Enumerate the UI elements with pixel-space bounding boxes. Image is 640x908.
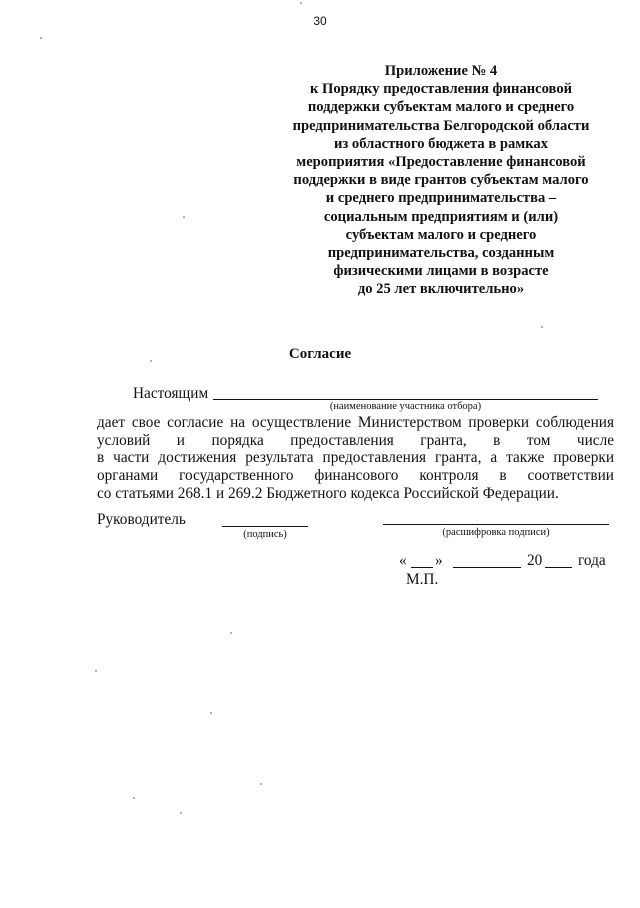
signature-field[interactable] [222, 526, 308, 527]
appendix-line: поддержки в виде грантов субъектам малого [293, 172, 589, 189]
signature-decode-field[interactable] [383, 524, 609, 525]
date-close-quote: » [435, 552, 443, 569]
scan-speck [95, 670, 97, 672]
scan-speck [180, 812, 182, 814]
appendix-line: предпринимательства, созданным [327, 245, 555, 262]
date-year-field[interactable] [545, 567, 572, 568]
appendix-line: Приложение № 4 [384, 63, 498, 79]
appendix-header [276, 62, 606, 299]
appendix-line: мероприятия «Предоставление финансовой [296, 154, 586, 171]
date-month-field[interactable] [453, 567, 521, 568]
scan-speck [260, 783, 262, 785]
body-line: органами государственного финансового контроля в соответствии [97, 467, 614, 485]
appendix-line: и среднего предпринимательства – [325, 190, 557, 207]
consent-lead: Настоящим [133, 385, 209, 402]
participant-name-field[interactable] [213, 399, 598, 400]
appendix-line: социальным предприятиям и (или) [323, 208, 559, 225]
scan-speck [230, 632, 232, 634]
scan-speck [300, 2, 302, 4]
body-line: в части достижения результата предоставления гранта, а также проверки [97, 449, 614, 467]
scan-speck [183, 216, 185, 218]
body-line: со статьями 268.1 и 269.2 Бюджетного кодекса Российской Федерации. [97, 484, 559, 502]
appendix-line: до 25 лет включительно» [357, 281, 525, 298]
date-year-prefix: 20 [527, 552, 543, 569]
appendix-line: физическими лицами в возрасте [333, 263, 549, 280]
body-line: дает свое согласие на осуществление Министерством проверки соблюдения [97, 414, 614, 431]
date-day-field[interactable] [411, 567, 433, 568]
role-label: Руководитель [97, 511, 186, 528]
scan-speck [150, 360, 152, 362]
appendix-line: субъектам малого и среднего [345, 226, 537, 243]
participant-caption: (наименование участника отбора) [329, 401, 482, 412]
date-open-quote: « [399, 552, 407, 569]
scan-speck [133, 797, 135, 799]
appendix-line: к Порядку предоставления финансовой [309, 81, 573, 98]
body-line: условий и порядка предоставления гранта, в том числе [97, 431, 614, 449]
signature-caption: (подпись) [243, 529, 287, 540]
appendix-line: предпринимательства Белгородской области [292, 117, 590, 134]
consent-body [97, 414, 614, 503]
scan-speck [541, 326, 543, 328]
scan-speck [40, 37, 42, 39]
date-year-suffix: года [578, 552, 606, 569]
scan-speck [210, 712, 212, 714]
stamp-label: М.П. [406, 571, 439, 588]
page-number: 30 [313, 14, 327, 28]
decode-caption: (расшифровка подписи) [442, 527, 550, 538]
appendix-line: из областного бюджета в рамках [333, 135, 549, 152]
appendix-line: поддержки субъектам малого и среднего [307, 99, 575, 116]
document-title: Согласие [288, 346, 352, 362]
